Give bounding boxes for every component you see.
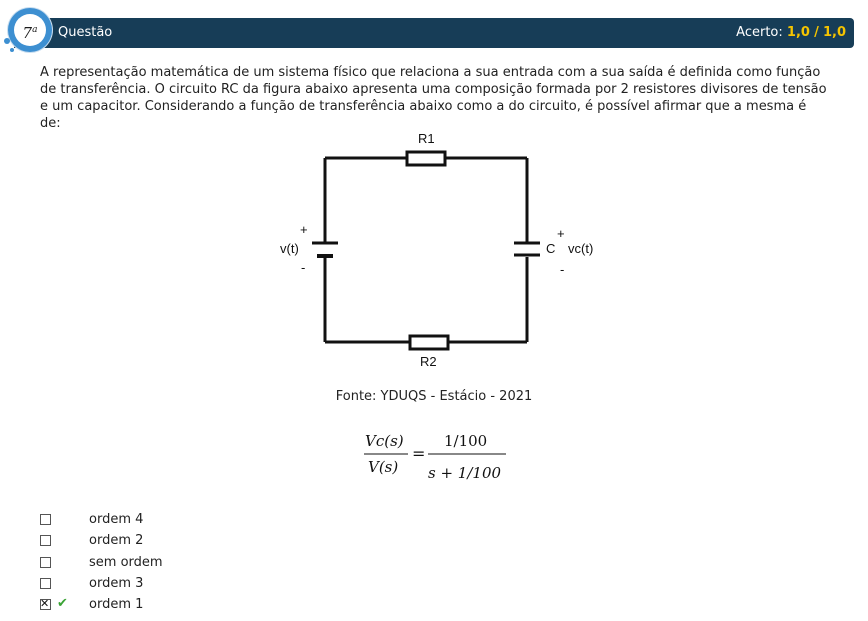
option-label[interactable]: ordem 1 <box>89 597 144 613</box>
formula-rhs-numerator: 1/100 <box>444 432 488 450</box>
option-checkbox[interactable] <box>40 514 51 525</box>
voltage-source <box>312 243 338 256</box>
svg-text:=: = <box>412 444 426 463</box>
resistor-r2 <box>410 336 448 349</box>
option-checkbox[interactable] <box>40 578 51 589</box>
transfer-function-formula <box>360 424 520 490</box>
option-checkbox-checked[interactable] <box>40 599 51 610</box>
resistor-r1 <box>407 152 445 165</box>
correct-check-icon: ✔ <box>57 596 68 612</box>
r1-label: R1 <box>418 131 435 146</box>
score-value: 1,0 <box>786 25 810 40</box>
formula-lhs-numerator: Vc(s) <box>365 432 404 450</box>
cap-label: C <box>546 241 556 256</box>
option-label[interactable]: ordem 2 <box>89 533 144 549</box>
question-number-suffix: a <box>32 25 38 35</box>
question-number-badge <box>8 8 58 58</box>
score-total: 1,0 <box>822 25 846 40</box>
source-plus: + <box>300 222 308 237</box>
figure-source-caption: Fonte: YDUQS - Estácio - 2021 <box>335 389 533 404</box>
question-header <box>14 18 854 48</box>
source-minus: - <box>301 260 306 275</box>
rc-circuit-diagram <box>270 126 610 376</box>
cap-voltage-label: vc(t) <box>568 241 594 256</box>
cap-plus: + <box>557 226 565 241</box>
source-label: v(t) <box>280 241 299 256</box>
formula-lhs-denominator: V(s) <box>368 458 399 476</box>
option-checkbox[interactable] <box>40 535 51 546</box>
r2-label: R2 <box>420 354 437 369</box>
score-separator: / <box>814 25 819 40</box>
option-label[interactable]: ordem 4 <box>89 512 144 527</box>
question-title: Questão <box>58 25 113 40</box>
formula-rhs-denominator: s + 1/100 <box>428 464 502 482</box>
score-label: Acerto: <box>736 25 783 40</box>
capacitor <box>514 243 540 255</box>
question-text: A representação matemática de um sistema físico que relaciona a sua entrada com a sua saída é definida como função de transferência. O circuito RC da figura abaixo apresenta uma composição formada por 2 resistores divisores de tensão e um capacitor. Considerando a função de transferência abaixo como a do circuito, é possível afirmar que a mesma é de: <box>40 65 827 131</box>
option-label[interactable]: sem ordem <box>89 554 163 570</box>
cap-minus: - <box>560 262 565 277</box>
option-checkbox[interactable] <box>40 557 51 568</box>
option-label[interactable]: ordem 3 <box>89 575 144 591</box>
question-number: 7 <box>22 24 33 42</box>
score-display <box>736 18 846 48</box>
